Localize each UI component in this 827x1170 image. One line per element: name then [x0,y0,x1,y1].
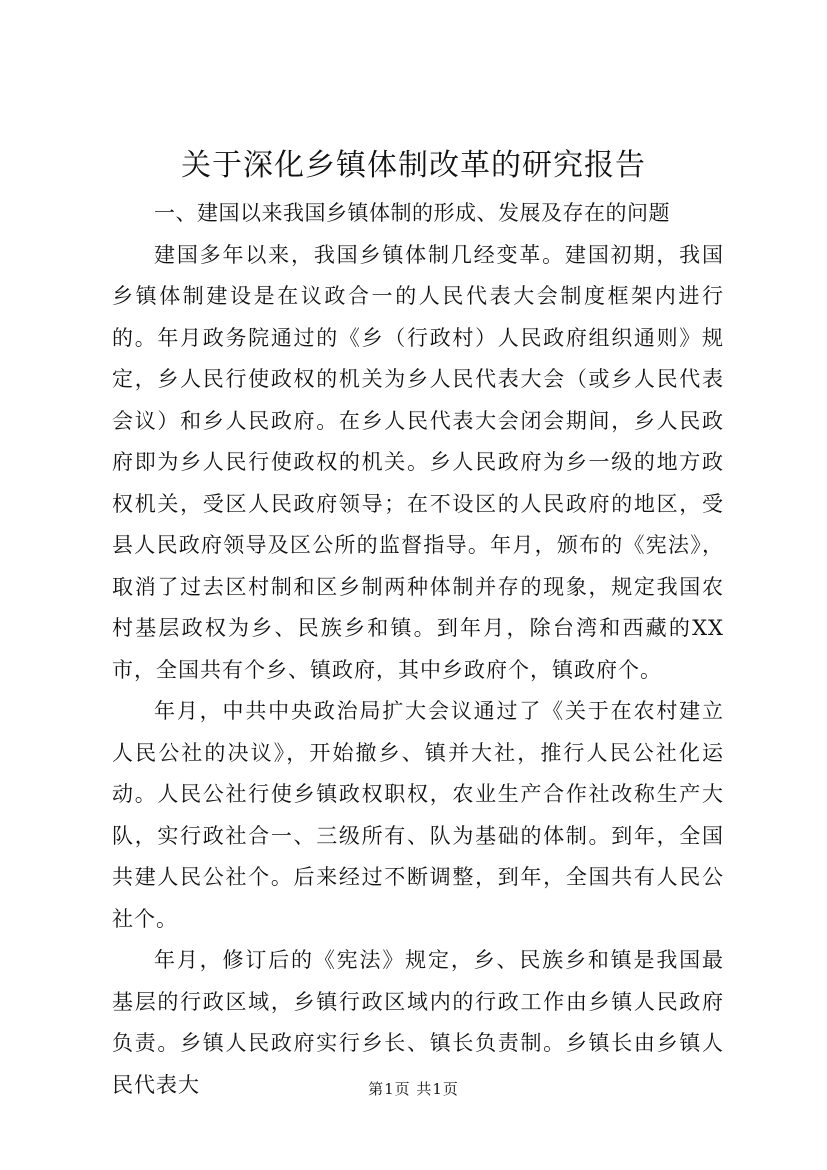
paragraph-1: 建国多年以来，我国乡镇体制几经变革。建国初期，我国乡镇体制建设是在议政合一的人民代表大会制度框架内进行的。年月政务院通过的《乡（行政村）人民政府组织通则》规定，乡人民行使政权的机关为乡人民代表大会（或乡人民代表会议）和乡人民政府。在乡人民代表大会闭会期间，乡人民政府即为乡人民行使政权的机关。乡人民政府为乡一级的地方政权机关，受区人民政府领导；在不设区的人民政府的地区，受县人民政府领导及区公所的监督指导。年月，颁布的《宪法》，取消了过去区村制和区乡制两种体制并存的现象，规定我国农村基层政权为乡、民族乡和镇。到年月，除台湾和西藏的XX市，全国共有个乡、镇政府，其中乡政府个，镇政府个。 [112,242,724,682]
paragraph-3: 年月，修订后的《宪法》规定，乡、民族乡和镇是我国最基层的行政区域，乡镇行政区域内的行政工作由乡镇人民政府负责。乡镇人民政府实行乡长、镇长负责制。乡镇长由乡镇人民代表大 [112,948,724,1097]
page-number-footer: 第1页 共1页 [368,1080,459,1098]
document-title: 关于深化乡镇体制改革的研究报告 [181,148,646,183]
section-heading: 一、建国以来我国乡镇体制的形成、发展及存在的问题 [154,201,670,225]
paragraph-2: 年月，中共中央政治局扩大会议通过了《关于在农村建立人民公社的决议》，开始撤乡、镇并大社，推行人民公社化运动。人民公社行使乡镇政权职权，农业生产合作社改称生产大队，实行政社合一、三级所有、队为基础的体制。到年，全国共建人民公社个。后来经过不断调整，到年，全国共有人民公社个。 [112,699,724,931]
document-body [112,193,724,1106]
